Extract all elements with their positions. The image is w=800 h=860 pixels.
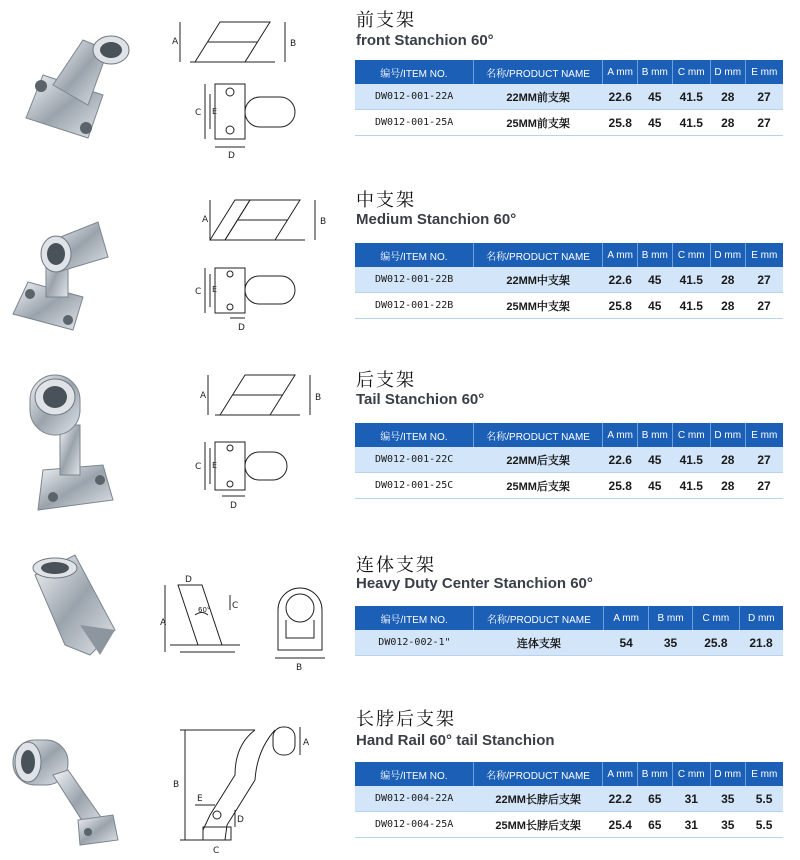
col-header-product-name: 名称/PRODUCT NAME [473, 60, 603, 84]
svg-text:C: C [195, 462, 202, 472]
cell-a: 22.6 [603, 267, 638, 293]
section-heavy-duty-center-stanchion [0, 545, 800, 685]
cell-product-name: 25MM中支架 [473, 293, 603, 319]
svg-text:D: D [185, 575, 192, 585]
table-header-row [355, 762, 783, 786]
cell-c: 41.5 [672, 293, 710, 319]
col-header-b: B mm [637, 762, 672, 786]
col-header-c: C mm [693, 606, 739, 630]
technical-drawing-medium-stanchion [150, 190, 340, 340]
section-title-zh: 中支架 [356, 190, 416, 211]
svg-text:E: E [197, 794, 203, 804]
col-header-d: D mm [739, 606, 783, 630]
cell-a: 22.6 [603, 447, 638, 473]
col-header-c: C mm [672, 762, 710, 786]
col-header-b: B mm [637, 60, 672, 84]
spec-table [355, 243, 783, 319]
cell-item-no: DW012-001-22A [355, 84, 473, 110]
cell-product-name: 25MM长脖后支架 [473, 812, 603, 838]
col-header-a: A mm [603, 762, 638, 786]
col-header-c: C mm [672, 60, 710, 84]
col-header-a: A mm [603, 60, 638, 84]
cell-e: 27 [745, 293, 783, 319]
col-header-d: D mm [710, 423, 745, 447]
cell-e: 5.5 [745, 786, 783, 812]
table-header-row [355, 423, 783, 447]
cell-item-no: DW012-004-25A [355, 812, 473, 838]
svg-text:E: E [212, 461, 218, 470]
cell-b: 65 [637, 812, 672, 838]
col-header-item-no: 编号/ITEM NO. [355, 423, 473, 447]
col-header-d: D mm [710, 243, 745, 267]
cell-b: 45 [637, 110, 672, 136]
cell-product-name: 连体支架 [474, 630, 604, 656]
svg-text:B: B [173, 780, 180, 790]
table-row [355, 786, 783, 812]
spec-table [355, 423, 783, 499]
product-photo-hand-rail-stanchion [8, 720, 138, 850]
product-photo-heavy-duty-stanchion [20, 550, 130, 660]
table-row [355, 630, 783, 656]
cell-c: 31 [672, 786, 710, 812]
section-title-en: Medium Stanchion 60° [356, 211, 517, 228]
cell-a: 25.4 [603, 812, 638, 838]
col-header-e: E mm [745, 762, 783, 786]
table-header-row [355, 243, 783, 267]
col-header-product-name: 名称/PRODUCT NAME [474, 606, 604, 630]
cell-c: 25.8 [693, 630, 739, 656]
cell-c: 41.5 [672, 447, 710, 473]
section-title-en: Hand Rail 60° tail Stanchion [356, 732, 555, 749]
technical-drawing-tail-stanchion [150, 370, 340, 520]
cell-a: 22.6 [603, 84, 638, 110]
cell-b: 45 [637, 293, 672, 319]
cell-product-name: 22MM中支架 [473, 267, 603, 293]
angle-label: 60° [198, 606, 211, 614]
cell-d: 28 [710, 84, 745, 110]
svg-text:E: E [212, 285, 218, 294]
cell-c: 41.5 [672, 110, 710, 136]
cell-product-name: 22MM长脖后支架 [473, 786, 603, 812]
section-title-en: Heavy Duty Center Stanchion 60° [356, 575, 593, 592]
svg-text:C: C [213, 846, 220, 856]
cell-item-no: DW012-002-1" [355, 630, 474, 656]
col-header-product-name: 名称/PRODUCT NAME [473, 423, 603, 447]
cell-item-no: DW012-001-22B [355, 293, 473, 319]
table-header-row [355, 606, 783, 630]
col-header-a: A mm [604, 606, 648, 630]
col-header-product-name: 名称/PRODUCT NAME [473, 762, 603, 786]
cell-d: 35 [710, 786, 745, 812]
spec-table [355, 606, 783, 656]
cell-b: 45 [637, 267, 672, 293]
cell-c: 41.5 [672, 473, 710, 499]
section-front-stanchion [0, 0, 800, 175]
svg-text:A: A [200, 391, 207, 401]
table-row [355, 110, 783, 136]
cell-a: 54 [604, 630, 648, 656]
col-header-item-no: 编号/ITEM NO. [355, 243, 473, 267]
section-title-zh: 长脖后支架 [356, 709, 456, 730]
col-header-d: D mm [710, 762, 745, 786]
col-header-c: C mm [672, 423, 710, 447]
cell-e: 27 [745, 473, 783, 499]
svg-text:A: A [160, 618, 167, 628]
section-title-zh: 后支架 [356, 370, 416, 391]
col-header-e: E mm [745, 423, 783, 447]
cell-item-no: DW012-001-22C [355, 447, 473, 473]
cell-product-name: 25MM前支架 [473, 110, 603, 136]
cell-b: 45 [637, 473, 672, 499]
cell-d: 28 [710, 293, 745, 319]
cell-item-no: DW012-004-22A [355, 786, 473, 812]
section-tail-stanchion [0, 360, 800, 535]
svg-text:D: D [230, 501, 237, 511]
svg-text:B: B [290, 39, 297, 49]
cell-d: 28 [710, 447, 745, 473]
product-photo-medium-stanchion [8, 202, 138, 332]
col-header-c: C mm [672, 243, 710, 267]
technical-drawing-hand-rail-stanchion [165, 715, 355, 860]
col-header-a: A mm [603, 243, 638, 267]
cell-d: 28 [710, 267, 745, 293]
col-header-e: E mm [745, 243, 783, 267]
svg-text:C: C [195, 108, 202, 118]
cell-a: 25.8 [603, 293, 638, 319]
table-row [355, 812, 783, 838]
section-medium-stanchion [0, 180, 800, 355]
cell-a: 22.2 [603, 786, 638, 812]
svg-text:E: E [212, 107, 218, 116]
svg-text:B: B [320, 217, 327, 227]
technical-drawing-heavy-duty-stanchion [160, 570, 350, 680]
table-row [355, 267, 783, 293]
cell-product-name: 22MM前支架 [473, 84, 603, 110]
cell-item-no: DW012-001-25A [355, 110, 473, 136]
cell-c: 41.5 [672, 84, 710, 110]
cell-d: 28 [710, 473, 745, 499]
section-hand-rail-tail-stanchion [0, 700, 800, 860]
col-header-b: B mm [637, 423, 672, 447]
section-title-en: front Stanchion 60° [356, 32, 494, 49]
cell-item-no: DW012-001-22B [355, 267, 473, 293]
col-header-b: B mm [637, 243, 672, 267]
cell-item-no: DW012-001-25C [355, 473, 473, 499]
svg-text:C: C [195, 287, 202, 297]
svg-text:A: A [303, 738, 310, 748]
table-row [355, 447, 783, 473]
col-header-e: E mm [745, 60, 783, 84]
cell-e: 27 [745, 110, 783, 136]
col-header-d: D mm [710, 60, 745, 84]
svg-text:B: B [296, 663, 303, 673]
cell-e: 27 [745, 267, 783, 293]
col-header-a: A mm [603, 423, 638, 447]
col-header-item-no: 编号/ITEM NO. [355, 606, 474, 630]
cell-b: 65 [637, 786, 672, 812]
cell-b: 45 [637, 447, 672, 473]
svg-text:C: C [232, 601, 239, 611]
cell-a: 25.8 [603, 473, 638, 499]
cell-b: 35 [648, 630, 692, 656]
cell-e: 5.5 [745, 812, 783, 838]
spec-table [355, 762, 783, 838]
col-header-item-no: 编号/ITEM NO. [355, 60, 473, 84]
product-photo-front-stanchion [8, 20, 138, 150]
svg-text:A: A [172, 37, 179, 47]
cell-e: 27 [745, 84, 783, 110]
technical-drawing-front-stanchion [150, 12, 340, 162]
cell-c: 31 [672, 812, 710, 838]
col-header-item-no: 编号/ITEM NO. [355, 762, 473, 786]
section-title-zh: 前支架 [356, 10, 416, 31]
product-photo-tail-stanchion [8, 365, 138, 515]
cell-b: 45 [637, 84, 672, 110]
cell-d: 21.8 [739, 630, 783, 656]
section-title-en: Tail Stanchion 60° [356, 391, 485, 408]
cell-c: 41.5 [672, 267, 710, 293]
svg-text:A: A [202, 215, 209, 225]
col-header-b: B mm [648, 606, 692, 630]
svg-text:D: D [228, 151, 235, 161]
cell-product-name: 22MM后支架 [473, 447, 603, 473]
spec-table [355, 60, 783, 136]
cell-product-name: 25MM后支架 [473, 473, 603, 499]
cell-a: 25.8 [603, 110, 638, 136]
cell-d: 35 [710, 812, 745, 838]
section-title-zh: 连体支架 [356, 555, 436, 576]
table-row [355, 473, 783, 499]
col-header-product-name: 名称/PRODUCT NAME [473, 243, 603, 267]
cell-d: 28 [710, 110, 745, 136]
cell-e: 27 [745, 447, 783, 473]
svg-text:B: B [315, 393, 322, 403]
svg-text:D: D [238, 323, 245, 333]
table-header-row [355, 60, 783, 84]
svg-text:D: D [237, 815, 244, 825]
table-row [355, 84, 783, 110]
table-row [355, 293, 783, 319]
